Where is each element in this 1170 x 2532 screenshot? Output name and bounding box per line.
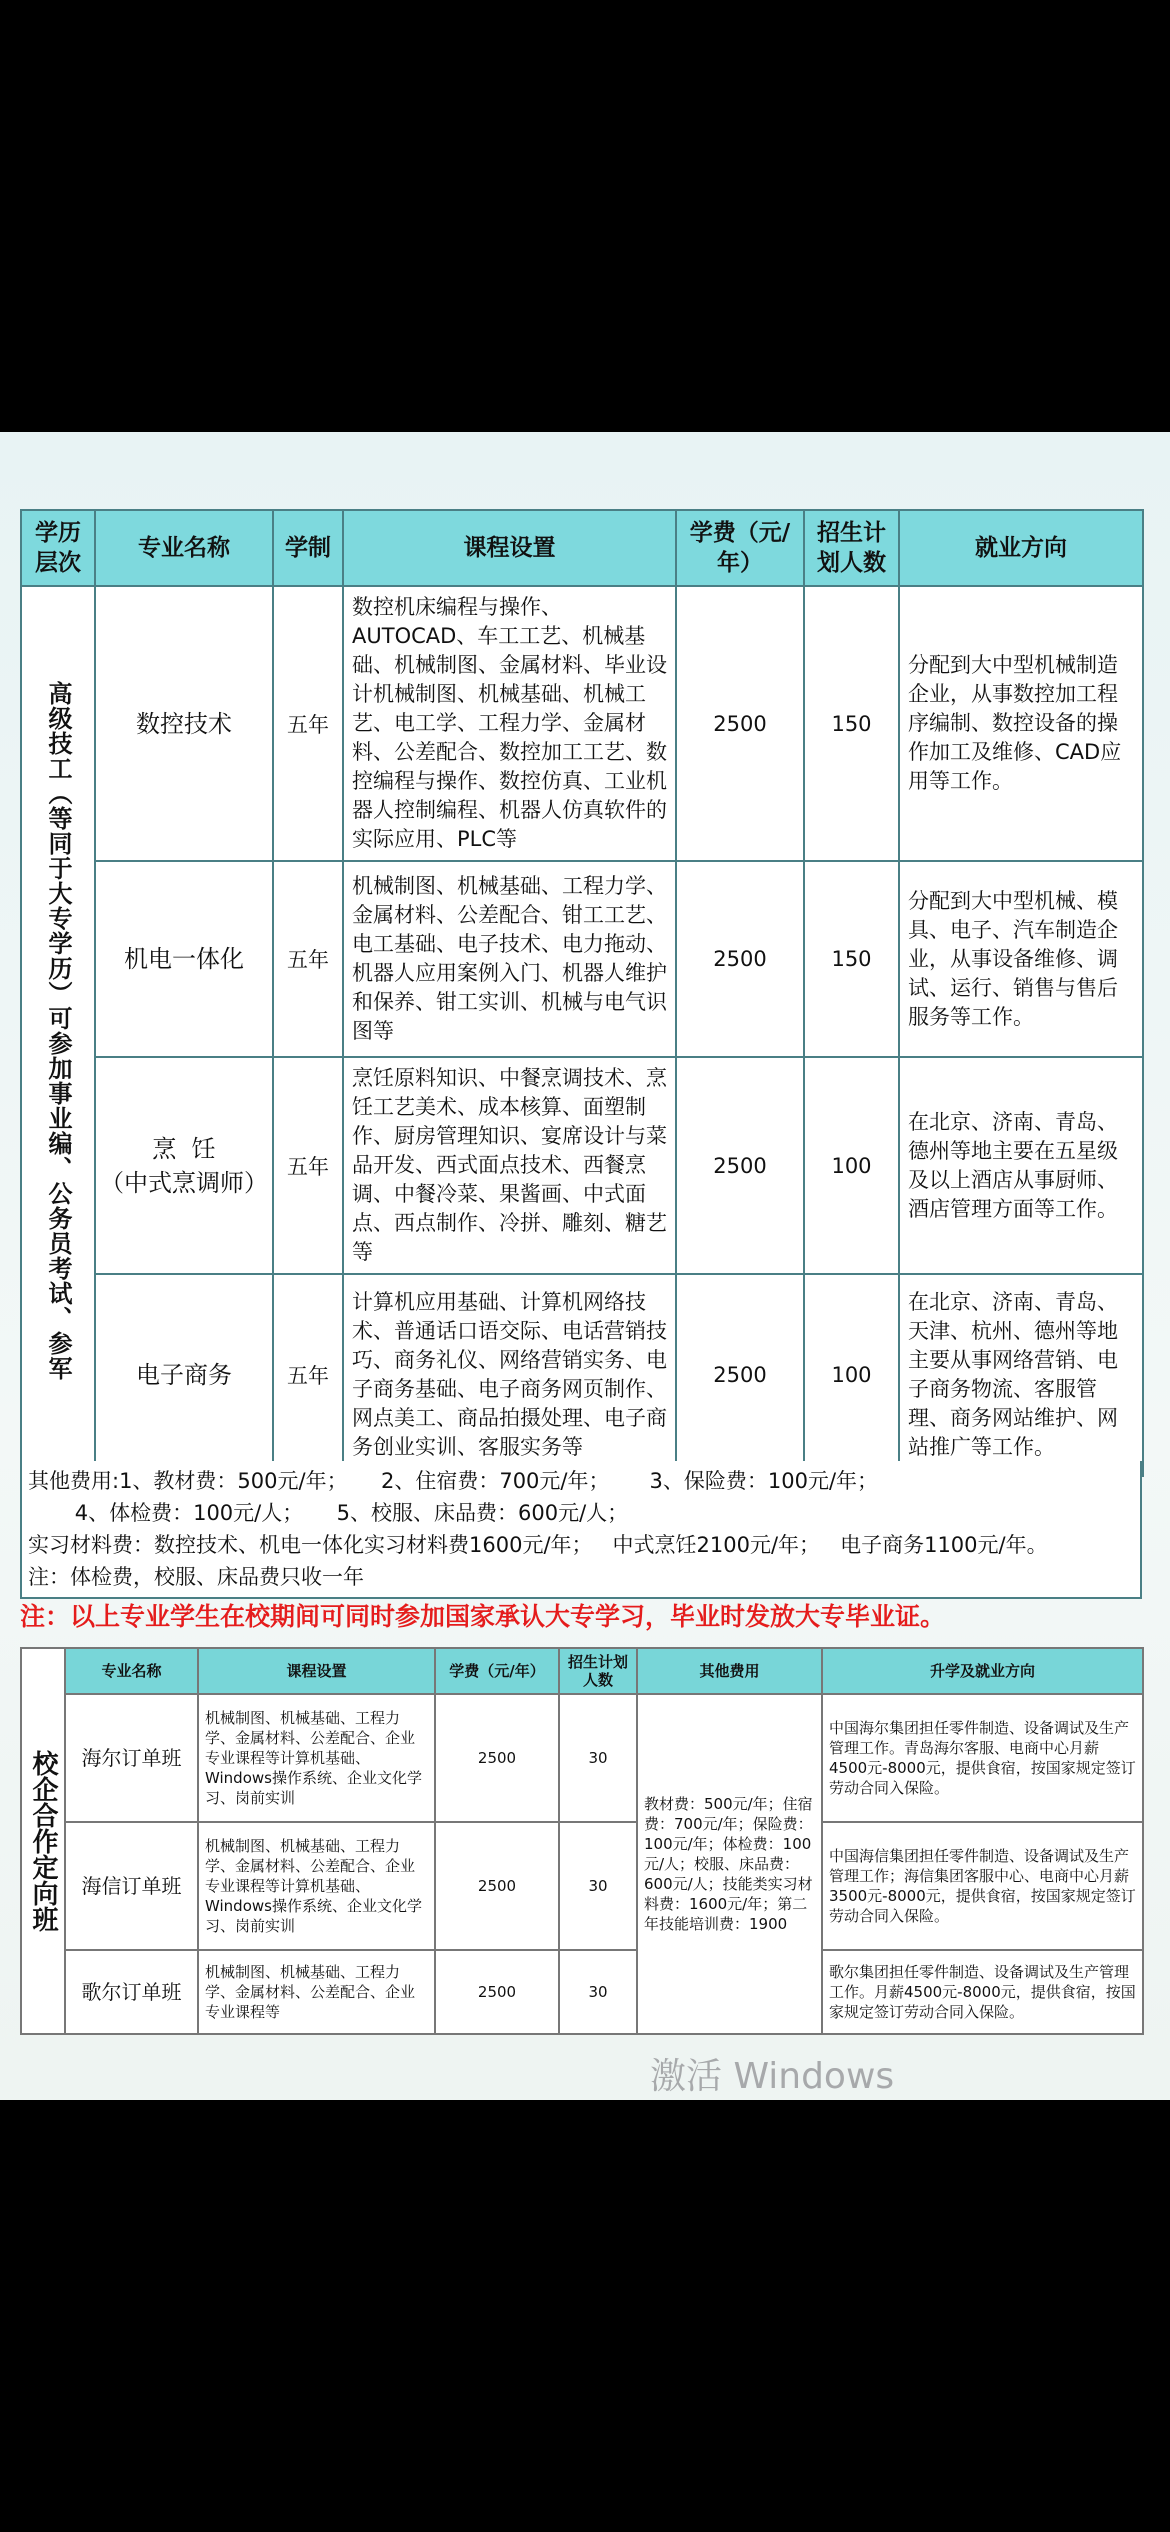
quota: 150 — [804, 861, 899, 1057]
table-row — [21, 861, 1143, 1057]
coop-major: 海尔订单班 — [65, 1694, 198, 1822]
coop-quota: 30 — [559, 1950, 637, 2034]
major-name-main: 烹 饪 — [152, 1134, 216, 1163]
programs-header-row — [21, 510, 1143, 586]
table-row — [21, 586, 1143, 861]
coop-job: 歌尔集团担任零件制造、设备调试及生产管理工作。月薪4500元-8000元，提供食宿，按国家规定签订劳动合同入保险。 — [822, 1950, 1143, 2034]
coop-header-job: 升学及就业方向 — [822, 1648, 1143, 1694]
coop-table — [20, 1647, 1144, 2035]
courses: 计算机应用基础、计算机网络技术、普通话口语交际、电话营销技巧、商务礼仪、网络营销实务、电子商务基础、电子商务网页制作、网点美工、商品拍摄处理、电子商务创业实训、客服实务等 — [343, 1274, 676, 1476]
major-name-sub: （中式烹调师） — [100, 1168, 268, 1197]
table-row — [21, 1822, 1143, 1950]
coop-header-row — [21, 1648, 1143, 1694]
fee: 2500 — [676, 861, 804, 1057]
coop-major: 歌尔订单班 — [65, 1950, 198, 2034]
header-major: 专业名称 — [95, 510, 273, 586]
coop-fee: 2500 — [435, 1950, 559, 2034]
major-name: 电子商务 — [95, 1274, 273, 1476]
major-name: 机电一体化 — [95, 861, 273, 1057]
coop-fee: 2500 — [435, 1694, 559, 1822]
duration: 五年 — [273, 586, 343, 861]
fee: 2500 — [676, 586, 804, 861]
courses: 烹饪原料知识、中餐烹调技术、烹饪工艺美术、成本核算、面塑制作、厨房管理知识、宴席设计与菜品开发、西式面点技术、西餐烹调、中餐冷菜、果酱画、中式面点、西点制作、冷拼、雕刻、糖艺等 — [343, 1057, 676, 1274]
coop-quota: 30 — [559, 1822, 637, 1950]
quota: 150 — [804, 586, 899, 861]
major-name — [95, 1057, 273, 1274]
coop-job: 中国海信集团担任零件制造、设备调试及生产管理工作；海信集团客服中心、电商中心月薪3500元-8000元，提供食宿，按国家规定签订劳动合同入保险。 — [822, 1822, 1143, 1950]
other-fees-line: 注：体检费，校服、床品费只收一年 — [28, 1565, 364, 1589]
table-row — [21, 1950, 1143, 2034]
job-direction: 在北京、济南、青岛、德州等地主要在五星级及以上酒店从事厨师、酒店管理方面等工作。 — [899, 1057, 1143, 1274]
coop-header-courses: 课程设置 — [198, 1648, 435, 1694]
coop-courses: 机械制图、机械基础、工程力学、金属材料、公差配合、企业专业课程等计算机基础、Windows操作系统、企业文化学习、岗前实训 — [198, 1694, 435, 1822]
coop-other-fees: 教材费：500元/年；住宿费：700元/年；保险费：100元/年；体检费：100元/人；校服、床品费：600元/人；技能类实习材料费：1600元/年；第二年技能培训费：1900 — [637, 1694, 822, 2034]
courses: 机械制图、机械基础、工程力学、金属材料、公差配合、钳工工艺、电工基础、电子技术、电力拖动、机器人应用案例入门、机器人维护和保养、钳工实训、机械与电气识图等 — [343, 861, 676, 1057]
fee: 2500 — [676, 1274, 804, 1476]
coop-header-other: 其他费用 — [637, 1648, 822, 1694]
job-direction: 在北京、济南、青岛、天津、杭州、德州等地主要从事网络营销、电子商务物流、客服管理、商务网站维护、网站推广等工作。 — [899, 1274, 1143, 1476]
level-cell: 高级技工（等同于大专学历）可参加事业编、公务员考试、参军 — [21, 586, 95, 1476]
coop-major: 海信订单班 — [65, 1822, 198, 1950]
duration: 五年 — [273, 1057, 343, 1274]
coop-job: 中国海尔集团担任零件制造、设备调试及生产管理工作。青岛海尔客服、电商中心月薪4500元-8000元，提供食宿，按国家规定签订劳动合同入保险。 — [822, 1694, 1143, 1822]
duration: 五年 — [273, 861, 343, 1057]
duration: 五年 — [273, 1274, 343, 1476]
header-courses: 课程设置 — [343, 510, 676, 586]
header-quota: 招生计划人数 — [804, 510, 899, 586]
header-duration: 学制 — [273, 510, 343, 586]
coop-quota: 30 — [559, 1694, 637, 1822]
coop-fee: 2500 — [435, 1822, 559, 1950]
quota: 100 — [804, 1274, 899, 1476]
header-fee: 学费（元/年） — [676, 510, 804, 586]
coop-level-cell: 校企合作定向班 — [21, 1648, 65, 2034]
other-fees-line: 实习材料费：数控技术、机电一体化实习材料费1600元/年； 中式烹饪2100元/年； 电子商务1100元/年。 — [28, 1533, 1048, 1557]
major-name: 数控技术 — [95, 586, 273, 861]
programs-table — [20, 509, 1144, 1477]
red-note: 注：以上专业学生在校期间可同时参加国家承认大专学习，毕业时发放大专毕业证。 — [20, 1602, 946, 1631]
document-image — [0, 432, 1170, 2100]
coop-courses: 机械制图、机械基础、工程力学、金属材料、公差配合、企业专业课程等计算机基础、Windows操作系统、企业文化学习、岗前实训 — [198, 1822, 435, 1950]
coop-header-major: 专业名称 — [65, 1648, 198, 1694]
header-level: 学历层次 — [21, 510, 95, 586]
windows-activation-watermark: 激活 Windows — [650, 2056, 895, 2097]
header-job: 就业方向 — [899, 510, 1143, 586]
coop-header-fee: 学费（元/年） — [435, 1648, 559, 1694]
quota: 100 — [804, 1057, 899, 1274]
courses: 数控机床编程与操作、AUTOCAD、车工工艺、机械基础、机械制图、金属材料、毕业设计机械制图、机械基础、机械工艺、电工学、工程力学、金属材料、公差配合、数控加工工艺、数控编程与操作、数控仿真、工业机器人控制编程、机器人仿真软件的实际应用、PLC等 — [343, 586, 676, 861]
table-row — [21, 1274, 1143, 1476]
other-fees-box — [20, 1461, 1142, 1599]
fee: 2500 — [676, 1057, 804, 1274]
coop-header-quota: 招生计划人数 — [559, 1648, 637, 1694]
coop-courses: 机械制图、机械基础、工程力学、金属材料、公差配合、企业专业课程等 — [198, 1950, 435, 2034]
job-direction: 分配到大中型机械制造企业，从事数控加工程序编制、数控设备的操作加工及维修、CAD应用等工作。 — [899, 586, 1143, 861]
other-fees-line: 4、体检费：100元/人； 5、校服、床品费：600元/人； — [28, 1501, 629, 1525]
table-row — [21, 1694, 1143, 1822]
other-fees-line: 其他费用:1、教材费：500元/年； 2、住宿费：700元/年； 3、保险费：100元/年； — [28, 1469, 879, 1493]
table-row — [21, 1057, 1143, 1274]
job-direction: 分配到大中型机械、模具、电子、汽车制造企业，从事设备维修、调试、运行、销售与售后服务等工作。 — [899, 861, 1143, 1057]
